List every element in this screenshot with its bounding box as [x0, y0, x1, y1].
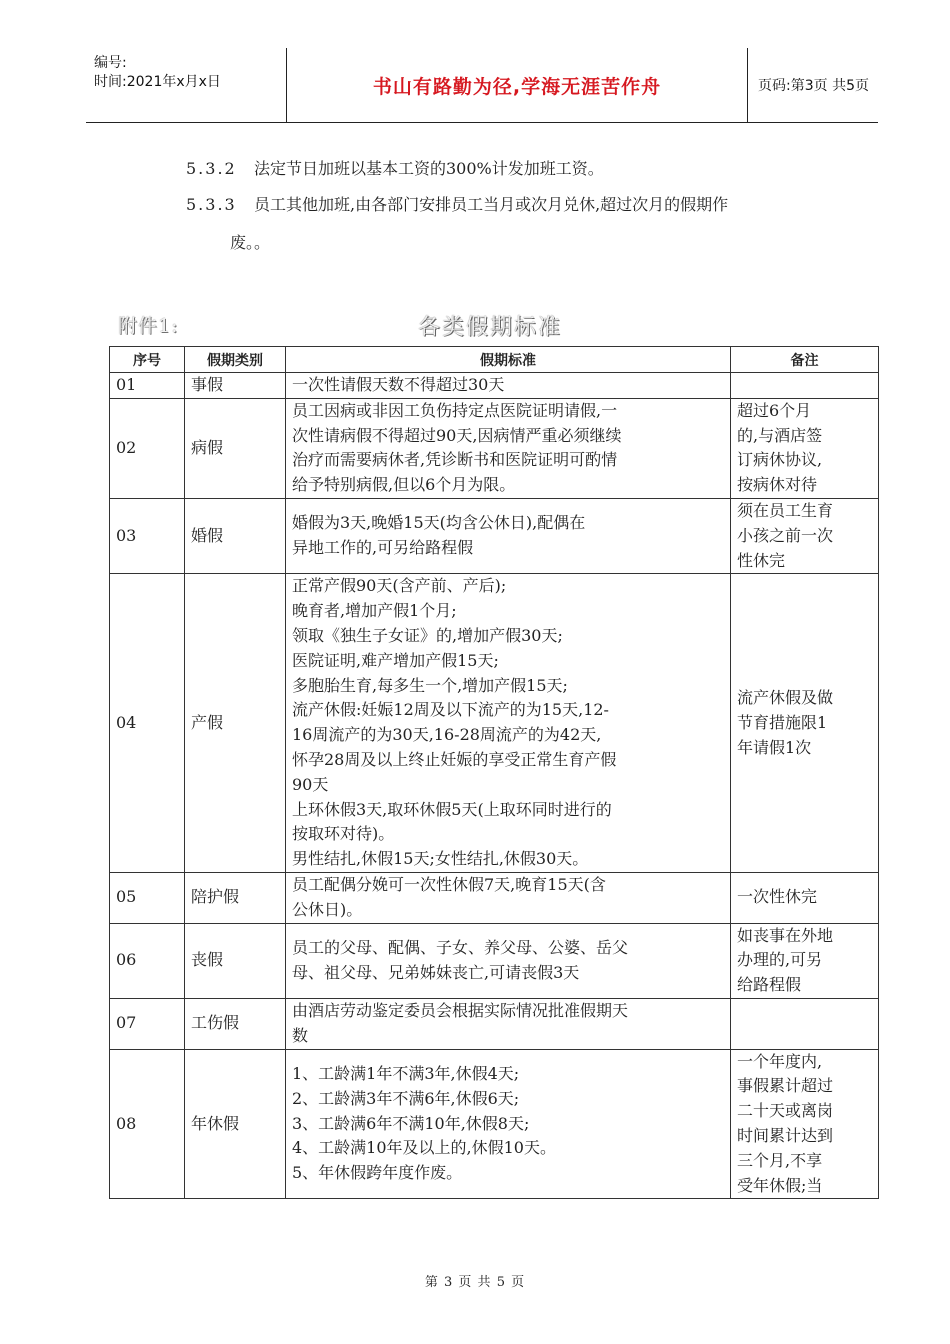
cell-standard: [286, 998, 731, 1049]
header-time-label: 时间:2021年x月x日: [94, 74, 221, 90]
cell-leave-type: 工伤假: [185, 998, 286, 1049]
header-motto: 书山有路勤为径,学海无涯苦作舟: [372, 75, 662, 98]
table-row: [110, 398, 879, 498]
note-line: 年请假1次: [737, 737, 812, 757]
standard-line: 按取环对待)。: [292, 824, 395, 844]
note-line: 三个月,不享: [737, 1150, 823, 1170]
header-page-info: 页码:第3页 共5页: [758, 78, 869, 94]
note-line: 流产休假及做: [737, 687, 834, 707]
cell-no: 01: [110, 373, 185, 399]
note-line: 按病休对待: [737, 475, 818, 495]
standard-line: 5、年休假跨年度作废。: [292, 1163, 463, 1183]
cell-standard: [286, 373, 731, 399]
standard-line: 员工配偶分娩可一次性休假7天,晚育15天(含: [292, 874, 606, 894]
standard-line: 1、工龄满1年不满3年,休假4天;: [292, 1063, 520, 1083]
paragraph-number: 5.3.2: [186, 159, 237, 178]
cell-no: 08: [110, 1049, 185, 1199]
col-header-standard: 假期标准: [286, 347, 731, 373]
note-line: 超过6个月: [737, 400, 812, 420]
note-line: 性休完: [737, 550, 786, 570]
cell-note: [731, 923, 879, 998]
standard-line: 医院证明,难产增加产假15天;: [292, 650, 499, 670]
cell-note: [731, 1049, 879, 1199]
standard-line: 4、工龄满10年及以上的,休假10天。: [292, 1138, 556, 1158]
note-line: 事假累计超过: [737, 1076, 834, 1096]
cell-no: 06: [110, 923, 185, 998]
standard-line: 16周流产的为30天,16-28周流产的为42天,: [292, 725, 602, 745]
table-row: [110, 373, 879, 399]
page-footer: 第 3 页 共 5 页: [424, 1275, 526, 1290]
table-row: [110, 923, 879, 998]
note-line: 二十天或离岗: [737, 1101, 834, 1121]
cell-leave-type: 丧假: [185, 923, 286, 998]
standard-line: 异地工作的,可另给路程假: [292, 538, 474, 558]
cell-standard: [286, 574, 731, 873]
note-line: 订病休协议,: [737, 450, 823, 470]
paragraph-text: 废。。: [230, 233, 271, 252]
standard-line: 男性结扎,休假15天;女性结扎,休假30天。: [292, 849, 589, 869]
cell-leave-type: 事假: [185, 373, 286, 399]
note-line: 时间累计达到: [737, 1125, 834, 1145]
standard-line: 晚育者,增加产假1个月;: [292, 601, 457, 621]
standard-line: 公休日)。: [292, 899, 363, 919]
note-line: 办理的,可另: [737, 950, 823, 970]
header-meta: [86, 54, 286, 92]
cell-note: [731, 498, 879, 573]
cell-leave-type: 陪护假: [185, 872, 286, 923]
standard-line: 90天: [292, 774, 329, 794]
note-line: 如丧事在外地: [737, 925, 834, 945]
col-header-note: 备注: [731, 347, 879, 373]
table-row: [110, 998, 879, 1049]
col-header-no: 序号: [110, 347, 185, 373]
table-row: [110, 498, 879, 573]
cell-no: 07: [110, 998, 185, 1049]
paragraph-text: 员工其他加班,由各部门安排员工当月或次月兑休,超过次月的假期作: [254, 195, 729, 214]
paragraph-continuation: [230, 230, 270, 253]
cell-leave-type: 产假: [185, 574, 286, 873]
page-header: [86, 48, 878, 123]
cell-no: 04: [110, 574, 185, 873]
cell-leave-type: 病假: [185, 398, 286, 498]
attachment-title: 各类假期标准: [418, 315, 563, 340]
note-line: 给路程假: [737, 975, 802, 995]
standard-line: 正常产假90天(含产前、产后);: [292, 576, 507, 596]
standard-line: 数: [292, 1025, 309, 1045]
col-header-type: 假期类别: [185, 347, 286, 373]
cell-no: 02: [110, 398, 185, 498]
paragraph-number: 5.3.3: [186, 195, 237, 214]
note-line: 的,与酒店签: [737, 425, 823, 445]
paragraph-text: 法定节日加班以基本工资的300%计发加班工资。: [254, 159, 604, 178]
table-row: [110, 872, 879, 923]
standard-line: 母、祖父母、兄弟姊妹丧亡,可请丧假3天: [292, 962, 580, 982]
standard-line: 一次性请假天数不得超过30天: [292, 375, 505, 394]
standard-line: 上环休假3天,取环休假5天(上取环同时进行的: [292, 799, 612, 819]
standard-line: 给予特别病假,但以6个月为限。: [292, 475, 516, 495]
table-body: [110, 373, 879, 1199]
standard-line: 婚假为3天,晚婚15天(均含公休日),配偶在: [292, 513, 586, 533]
cell-note: [731, 574, 879, 873]
cell-note: [731, 872, 879, 923]
table-row: [110, 1049, 879, 1199]
cell-no: 03: [110, 498, 185, 573]
cell-note: [731, 998, 879, 1049]
note-line: 小孩之前一次: [737, 525, 834, 545]
standard-line: 2、工龄满3年不满6年,休假6天;: [292, 1088, 520, 1108]
cell-note: [731, 373, 879, 399]
cell-standard: [286, 398, 731, 498]
table-header-row: [110, 347, 879, 373]
header-motto-cell: [286, 48, 748, 122]
standard-line: 3、工龄满6年不满10年,休假8天;: [292, 1113, 530, 1133]
standard-line: 由酒店劳动鉴定委员会根据实际情况批准假期天: [292, 1000, 629, 1020]
standard-line: 员工因病或非因工负伤持定点医院证明请假,一: [292, 400, 618, 420]
standard-line: 流产休假:妊娠12周及以下流产的为15天,12-: [292, 700, 609, 720]
note-line: 一次性休完: [737, 887, 818, 907]
note-line: 受年休假;当: [737, 1175, 823, 1195]
standard-line: 治疗而需要病休者,凭诊断书和医院证明可酌情: [292, 450, 618, 470]
cell-leave-type: 年休假: [185, 1049, 286, 1199]
paragraph-5-3-3: [186, 192, 728, 215]
note-line: 一个年度内,: [737, 1051, 823, 1071]
standard-line: 领取《独生子女证》的,增加产假30天;: [292, 625, 563, 645]
standard-line: 多胞胎生育,每多生一个,增加产假15天;: [292, 675, 568, 695]
cell-standard: [286, 923, 731, 998]
table-row: [110, 574, 879, 873]
cell-leave-type: 婚假: [185, 498, 286, 573]
standard-line: 次性请病假不得超过90天,因病情严重必须继续: [292, 425, 622, 445]
standard-line: 怀孕28周及以上终止妊娠的享受正常生育产假: [292, 749, 617, 769]
cell-standard: [286, 1049, 731, 1199]
cell-standard: [286, 498, 731, 573]
cell-standard: [286, 872, 731, 923]
attachment-label: 附件1:: [118, 315, 179, 337]
note-line: 节育措施限1: [737, 712, 828, 732]
standard-line: 员工的父母、配偶、子女、养父母、公婆、岳父: [292, 937, 629, 957]
note-line: 须在员工生育: [737, 500, 834, 520]
paragraph-5-3-2: [186, 156, 604, 179]
cell-no: 05: [110, 872, 185, 923]
cell-note: [731, 398, 879, 498]
leave-standards-table: [109, 346, 879, 1199]
header-number-label: 编号:: [94, 55, 127, 71]
